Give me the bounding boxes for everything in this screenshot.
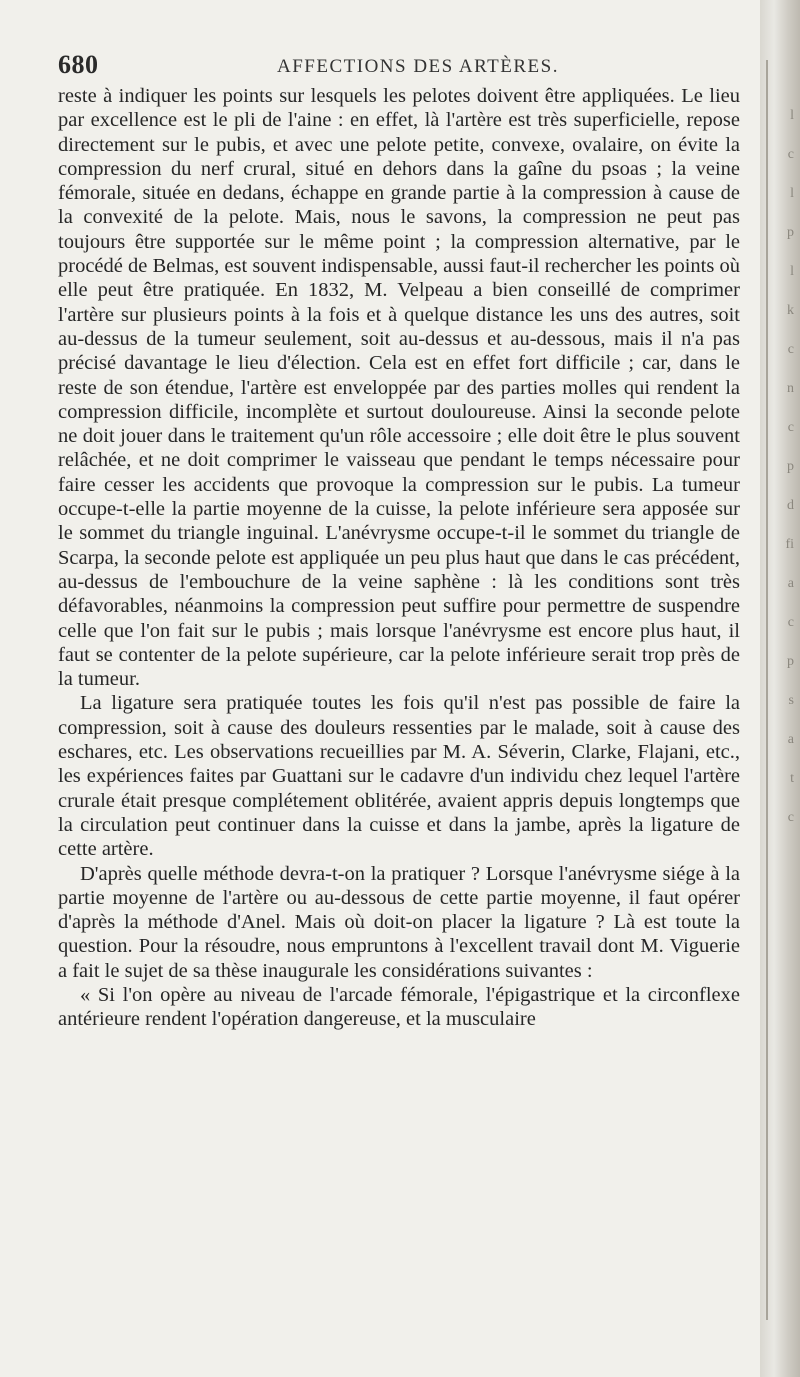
facing-page-fragment: c [787,342,794,357]
facing-page-fragment: s [788,693,794,708]
facing-page-fragment: a [787,576,794,591]
facing-page-fragments [772,96,794,837]
facing-page-fragment: k [787,303,794,318]
body-text [58,84,740,1032]
page-header [58,50,738,86]
facing-page-fragment: p [787,459,794,474]
facing-page-fragment: c [787,147,794,162]
facing-page-fragment: l [790,264,794,279]
facing-page-fragment: fi [785,537,794,552]
gutter-line [766,60,768,1320]
facing-page-fragment: a [787,732,794,747]
facing-page-fragment: n [787,381,794,396]
facing-page-fragment: d [787,498,794,513]
facing-page-fragment: p [787,225,794,240]
facing-page-fragment: l [790,186,794,201]
facing-page-fragment: c [787,810,794,825]
paragraph: D'après quelle méthode devra-t-on la pratiquer ? Lorsque l'anévrysme siége à la partie moyenne de l'artère ou au-dessous de cette partie moyenne, il faut opérer d'après la méthode d'Anel. Mais où doit-on placer la ligature ? Là est toute la question. Pour la résoudre, nous empruntons à l'excellent travail dont M. Viguerie a fait le sujet de sa thèse inaugurale les considérations suivantes : [58,862,740,982]
facing-page-fragment: t [790,771,794,786]
paragraph: reste à indiquer les points sur lesquels les pelotes doivent être appliquées. Le lieu par excellence est le pli de l'aine : en effet, là l'artère est très superficielle, repose directement sur le pubis, et avec une pelote petite, convexe, ovalaire, on évite la compression du nerf crural, situé en dehors dans la gaîne du psoas ; la veine fémorale, située en dedans, échappe en grande partie à la compression à cause de la convexité de la pelote. Mais, nous le savons, la compression ne peut pas toujours être supportée sur le même point ; la compression alternative, par le procédé de Belmas, est souvent indispensable, aussi faut-il rechercher les points où elle peut être pratiquée. En 1832, M. Velpeau a bien conseillé de comprimer l'artère sur plusieurs points à la fois et à quelque distance les uns des autres, soit au-dessus de la tumeur seulement, soit au-dessus et au-dessous, mais il n'a pas précisé davantage le lieu d'élection. Cela est en effet fort difficile ; car, dans le reste de son étendue, l'artère est enveloppée par des parties molles qui rendent la compression difficile, incomplète et surtout douloureuse. Ainsi la seconde pelote ne doit jouer dans le traitement qu'un rôle accessoire ; elle doit être le plus souvent relâchée, et ne doit comprimer le vaisseau que pendant le temps nécessaire pour faire cesser les accidents que provoque la compression sur le pubis. La tumeur occupe-t-elle la partie moyenne de la cuisse, la pelote inférieure sera apposée sur le sommet du triangle inguinal. L'anévrysme occupe-t-il le sommet du triangle de Scarpa, la seconde pelote est appliquée un peu plus haut que dans le cas précédent, au-dessus de l'embouchure de la veine saphène : là les conditions sont très défavorables, néanmoins la compression peut suffire pour permettre de suspendre celle que l'on fait sur le pubis ; mais lorsque l'anévrysme est encore plus haut, il faut se contenter de la pelote supérieure, car la pelote inférieure serait trop près de la tumeur. [58,85,740,691]
facing-page-fragment: l [790,108,794,123]
facing-page-fragment: c [787,615,794,630]
running-head: AFFECTIONS DES ARTÈRES. [277,56,559,77]
paragraph: La ligature sera pratiquée toutes les fois qu'il n'est pas possible de faire la compression, soit à cause des douleurs ressenties par le malade, soit à cause des eschares, etc. Les observations recueillies par M. A. Séverin, Clarke, Flajani, etc., les expériences faites par Guattani sur le cadavre d'un individu chez lequel l'artère crurale était presque complétement oblitérée, avaient appris depuis longtemps que la circulation peut continuer dans la cuisse et dans la jambe, après la ligature de cette artère. [58,692,740,861]
facing-page-fragment: p [787,654,794,669]
paragraph: « Si l'on opère au niveau de l'arcade fémorale, l'épigastrique et la circonflexe antérieure rendent l'opération dangereuse, et la musculaire [58,983,740,1031]
page-number: 680 [58,50,99,79]
facing-page-fragment: c [787,420,794,435]
facing-page-edge [760,0,800,1377]
